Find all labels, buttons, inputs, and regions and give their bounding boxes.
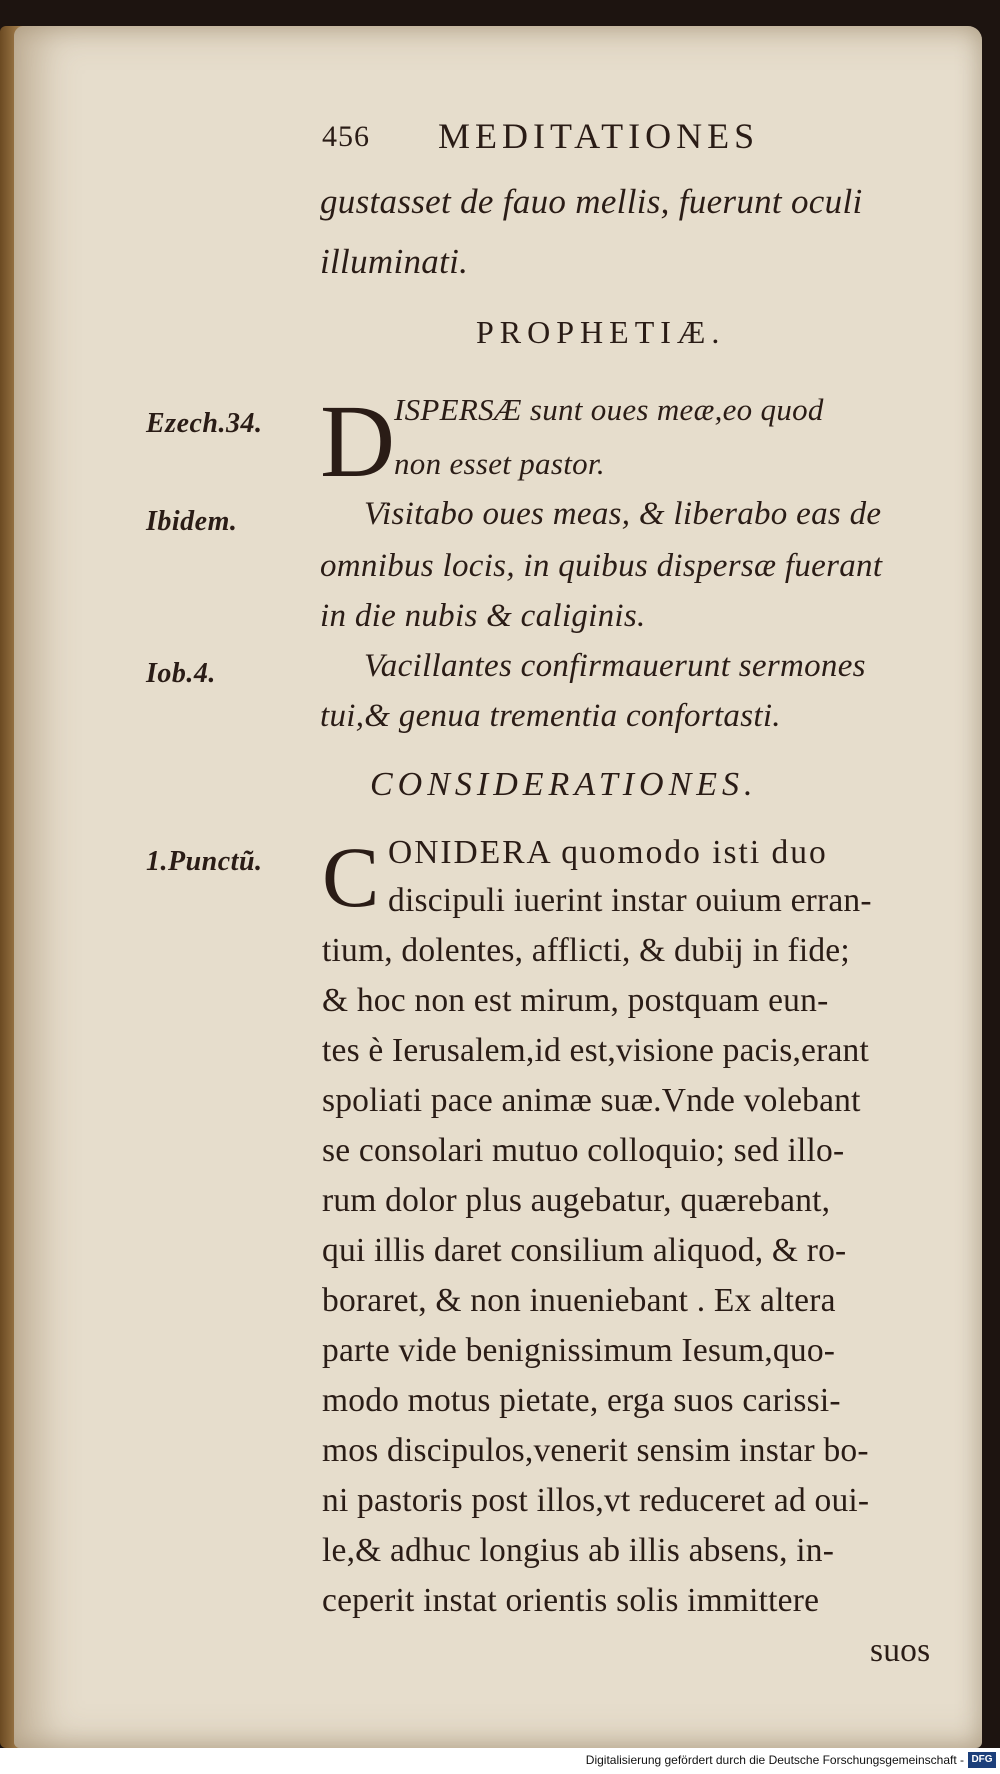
consideration-line-5: tes è Ierusalem,id est,visione pacis,erant <box>322 1032 870 1069</box>
margin-note-ezech: Ezech.34. <box>146 408 263 439</box>
opening-line-1: gustasset de fauo mellis, fuerunt oculi <box>320 182 863 221</box>
consideration-line-10: boraret, & non inueniebant . Ex altera <box>322 1282 836 1319</box>
consideration-line-7: se consolari mutuo colloquio; sed illo- <box>322 1132 845 1169</box>
dfg-logo: DFG <box>968 1752 996 1768</box>
running-title: MEDITATIONES <box>438 116 760 156</box>
footer-credit: Digitalisierung gefördert durch die Deutsche Forschungsgemeinschaft - <box>585 1753 964 1767</box>
margin-note-punctum: 1.Punctũ. <box>146 846 263 877</box>
consideration-line-15: le,& adhuc longius ab illis absens, in- <box>322 1532 835 1569</box>
consideration-line-12: modo motus pietate, erga suos carissi- <box>322 1382 841 1419</box>
consideration-line-4: & hoc non est mirum, postquam eun- <box>322 982 829 1019</box>
book-page <box>14 26 982 1748</box>
consideration-line-13: mos discipulos,venerit sensim instar bo- <box>322 1432 869 1469</box>
page-number: 456 <box>322 120 370 153</box>
prophecy-line-3: Visitabo oues meas, & liberabo eas de <box>364 496 882 532</box>
prophecy-line-2: non esset pastor. <box>394 446 605 481</box>
prophetiae-heading: PROPHETIÆ. <box>476 314 726 350</box>
page-text <box>14 26 982 1748</box>
consideration-line-14: ni pastoris post illos,vt reduceret ad oui- <box>322 1482 870 1519</box>
prophecy-line-1: ISPERSÆ sunt oues meæ,eo quod <box>394 392 824 427</box>
consideration-line-3: tium, dolentes, afflicti, & dubij in fide; <box>322 932 850 969</box>
digitization-footer <box>0 1748 1000 1774</box>
margin-note-ibidem: Ibidem. <box>146 506 238 537</box>
prophecy-line-4: omnibus locis, in quibus dispersæ fuerant <box>320 548 883 584</box>
drop-cap-d: D <box>320 384 396 499</box>
drop-cap-c: C <box>322 829 380 925</box>
considerationes-heading: CONSIDERATIONES. <box>370 766 758 803</box>
prophecy-line-6: Vacillantes confirmauerunt sermones <box>364 648 866 684</box>
catchword: suos <box>870 1632 931 1669</box>
consideration-line-6: spoliati pace animæ suæ.Vnde volebant <box>322 1082 861 1119</box>
consideration-line-2: discipuli iuerint instar ouium erran- <box>388 882 872 919</box>
prophecy-line-5: in die nubis & caliginis. <box>320 598 646 634</box>
prophecy-line-7: tui,& genua trementia confortasti. <box>320 698 781 734</box>
consideration-line-16: ceperit instat orientis solis immittere <box>322 1582 820 1619</box>
consideration-line-8: rum dolor plus augebatur, quærebant, <box>322 1182 831 1219</box>
consideration-line-9: qui illis daret consilium aliquod, & ro- <box>322 1232 847 1269</box>
margin-note-iob: Iob.4. <box>146 658 216 689</box>
consideration-line-1: ONIDERA quomodo isti duo <box>388 834 828 871</box>
opening-line-2: illuminati. <box>320 242 469 281</box>
consideration-line-11: parte vide benignissimum Iesum,quo- <box>322 1332 836 1369</box>
